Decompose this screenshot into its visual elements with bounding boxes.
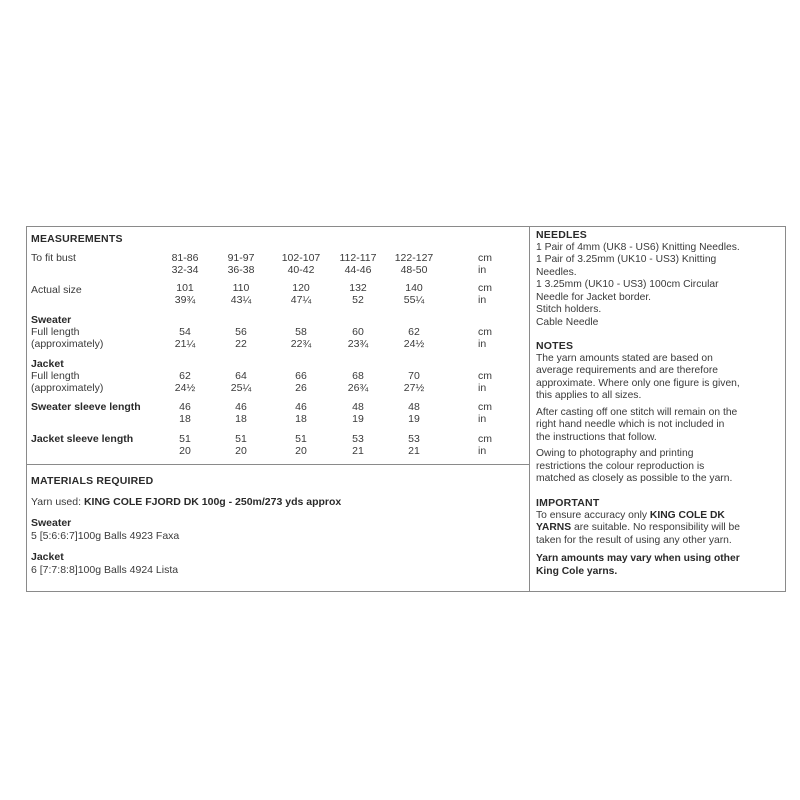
unit-in: in <box>478 382 487 394</box>
sweater-len-cm: 60 <box>352 326 364 338</box>
column-divider <box>529 226 530 592</box>
notes-line: right hand needle which is not included in <box>536 419 725 430</box>
important-line <box>536 522 740 535</box>
important-heading: IMPORTANT <box>536 497 600 509</box>
to-fit-bust-label: To fit bust <box>31 252 76 264</box>
important-text: To ensure accuracy only <box>536 509 648 521</box>
sweater-sleeve-in: 19 <box>352 413 364 425</box>
unit-cm: cm <box>478 252 492 264</box>
yarn-used <box>31 496 341 509</box>
unit-in: in <box>478 264 487 276</box>
jacket-sleeve-in: 21 <box>352 445 364 457</box>
needles-line: 1 3.25mm (UK10 - US3) 100cm Circular <box>536 279 719 290</box>
materials-jacket-value: 6 [7:7:8:8]100g Balls 4924 Lista <box>31 564 179 576</box>
materials-heading: MATERIALS REQUIRED <box>31 475 154 487</box>
notes-heading: NOTES <box>536 340 574 352</box>
unit-cm: cm <box>478 433 492 445</box>
needles-line: 1 Pair of 3.25mm (UK10 - US3) Knitting <box>536 254 717 265</box>
sweater-len-in: 24½ <box>403 338 425 350</box>
size-cm: 81-86 <box>171 252 199 264</box>
jacket-len-in: 24½ <box>174 382 196 394</box>
sweater-len-cm: 56 <box>235 326 247 338</box>
sweater-len-cm: 58 <box>295 326 307 338</box>
sweater-sleeve-cm: 48 <box>352 401 364 413</box>
sweater-sleeve-cm: 46 <box>235 401 247 413</box>
sweater-sleeve-cm: 46 <box>179 401 191 413</box>
unit-in: in <box>478 413 487 425</box>
sweater-len-in: 21¼ <box>174 338 196 350</box>
jacket-len-cm: 70 <box>408 370 420 382</box>
full-length-label: Full length <box>31 326 80 338</box>
notes-line: approximate. Where only one figure is given, <box>536 377 740 389</box>
size-cm: 122-127 <box>394 252 434 264</box>
important-brand: YARNS <box>536 522 572 533</box>
notes-line: this applies to all sizes. <box>536 390 642 401</box>
approx-label: (approximately) <box>31 382 104 394</box>
jacket-sleeve-cm: 53 <box>408 433 420 445</box>
actual-cm: 101 <box>176 282 194 294</box>
jacket-sleeve-cm: 51 <box>179 433 191 445</box>
important-section <box>536 497 740 578</box>
actual-cm: 120 <box>292 282 310 294</box>
sweater-sleeve-cm: 46 <box>295 401 307 413</box>
unit-cm: cm <box>478 326 492 338</box>
jacket-sleeve-in: 21 <box>408 445 420 457</box>
important-text: are suitable. No responsibility will be <box>573 522 740 533</box>
actual-in: 55¼ <box>403 294 425 306</box>
notes-line: the instructions that follow. <box>536 431 657 443</box>
notes-line: average requirements and are therefore <box>536 365 719 376</box>
sweater-len-cm: 62 <box>408 326 420 338</box>
unit-in: in <box>478 338 487 350</box>
approx-label: (approximately) <box>31 338 104 350</box>
sweater-len-in: 22¾ <box>290 338 312 350</box>
size-in: 36-38 <box>227 264 255 276</box>
size-in: 32-34 <box>171 264 199 276</box>
jacket-len-cm: 64 <box>235 370 247 382</box>
notes-line: The yarn amounts stated are based on <box>536 352 713 364</box>
jacket-len-in: 25¼ <box>230 382 252 394</box>
jacket-sleeve-label: Jacket sleeve length <box>31 433 134 445</box>
important-line: taken for the result of using any other yarn. <box>536 534 732 546</box>
materials-sweater-label: Sweater <box>31 517 72 529</box>
needles-line: Stitch holders. <box>536 304 602 315</box>
unit-cm: cm <box>478 370 492 382</box>
yarn-vary-note: King Cole yarns. <box>536 565 618 577</box>
jacket-sleeve-in: 20 <box>179 445 191 457</box>
actual-size-label: Actual size <box>31 284 82 296</box>
needles-heading: NEEDLES <box>536 229 587 241</box>
full-length-label: Full length <box>31 370 80 382</box>
jacket-sleeve-in: 20 <box>295 445 307 457</box>
jacket-len-cm: 62 <box>179 370 191 382</box>
needles-line: Cable Needle <box>536 316 599 328</box>
notes-section <box>536 340 740 486</box>
important-line <box>536 510 740 523</box>
needles-line: 1 Pair of 4mm (UK8 - US6) Knitting Needles. <box>536 241 740 253</box>
jacket-len-cm: 66 <box>295 370 307 382</box>
jacket-len-cm: 68 <box>352 370 364 382</box>
needles-line: Needles. <box>536 266 577 278</box>
sweater-len-cm: 54 <box>179 326 191 338</box>
needles-section <box>536 229 740 329</box>
actual-cm: 132 <box>349 282 367 294</box>
notes-line: matched as closely as possible to the yarn. <box>536 473 733 484</box>
sweater-sleeve-label: Sweater sleeve length <box>31 401 141 413</box>
size-cm: 112-117 <box>339 252 377 264</box>
sweater-len-in: 22 <box>235 338 247 350</box>
materials-jacket-label: Jacket <box>31 551 64 563</box>
section-divider <box>26 464 530 465</box>
size-in: 44-46 <box>344 264 372 276</box>
jacket-len-in: 26¾ <box>347 382 369 394</box>
size-cm: 102-107 <box>281 252 321 264</box>
materials-sweater-value: 5 [5:6:6:7]100g Balls 4923 Faxa <box>31 530 180 542</box>
sweater-len-in: 23¾ <box>347 338 369 350</box>
measurements-heading: MEASUREMENTS <box>31 233 123 245</box>
jacket-sleeve-cm: 51 <box>295 433 307 445</box>
sweater-sleeve-in: 18 <box>235 413 247 425</box>
sweater-sleeve-in: 19 <box>408 413 420 425</box>
jacket-label: Jacket <box>31 358 64 370</box>
yarn-used-label: Yarn used: <box>31 496 82 508</box>
yarn-used-value: KING COLE FJORD DK 100g - 250m/273 yds approx <box>83 496 342 508</box>
notes-line: Owing to photography and printing <box>536 448 694 459</box>
size-cm: 91-97 <box>227 252 255 264</box>
size-in: 40-42 <box>287 264 315 276</box>
actual-cm: 110 <box>232 282 250 294</box>
jacket-len-in: 27½ <box>403 382 425 394</box>
sweater-sleeve-in: 18 <box>179 413 191 425</box>
jacket-len-in: 26 <box>295 382 307 394</box>
yarn-vary-note: Yarn amounts may vary when using other <box>536 553 740 564</box>
unit-in: in <box>478 294 487 306</box>
jacket-sleeve-in: 20 <box>235 445 247 457</box>
unit-in: in <box>478 445 487 457</box>
unit-cm: cm <box>478 282 492 294</box>
jacket-sleeve-cm: 53 <box>352 433 364 445</box>
actual-cm: 140 <box>405 282 423 294</box>
actual-in: 52 <box>352 294 364 306</box>
notes-line: After casting off one stitch will remain on the <box>536 406 738 418</box>
size-in: 48-50 <box>400 264 428 276</box>
actual-in: 43¼ <box>230 294 252 306</box>
notes-line: restrictions the colour reproduction is <box>536 460 705 472</box>
actual-in: 39¾ <box>174 294 196 306</box>
jacket-sleeve-cm: 51 <box>235 433 247 445</box>
sweater-sleeve-in: 18 <box>295 413 307 425</box>
sweater-sleeve-cm: 48 <box>408 401 420 413</box>
unit-cm: cm <box>478 401 492 413</box>
actual-in: 47¼ <box>290 294 312 306</box>
important-brand: KING COLE DK <box>649 509 725 521</box>
sweater-label: Sweater <box>31 314 72 326</box>
needles-line: Needle for Jacket border. <box>536 291 652 303</box>
